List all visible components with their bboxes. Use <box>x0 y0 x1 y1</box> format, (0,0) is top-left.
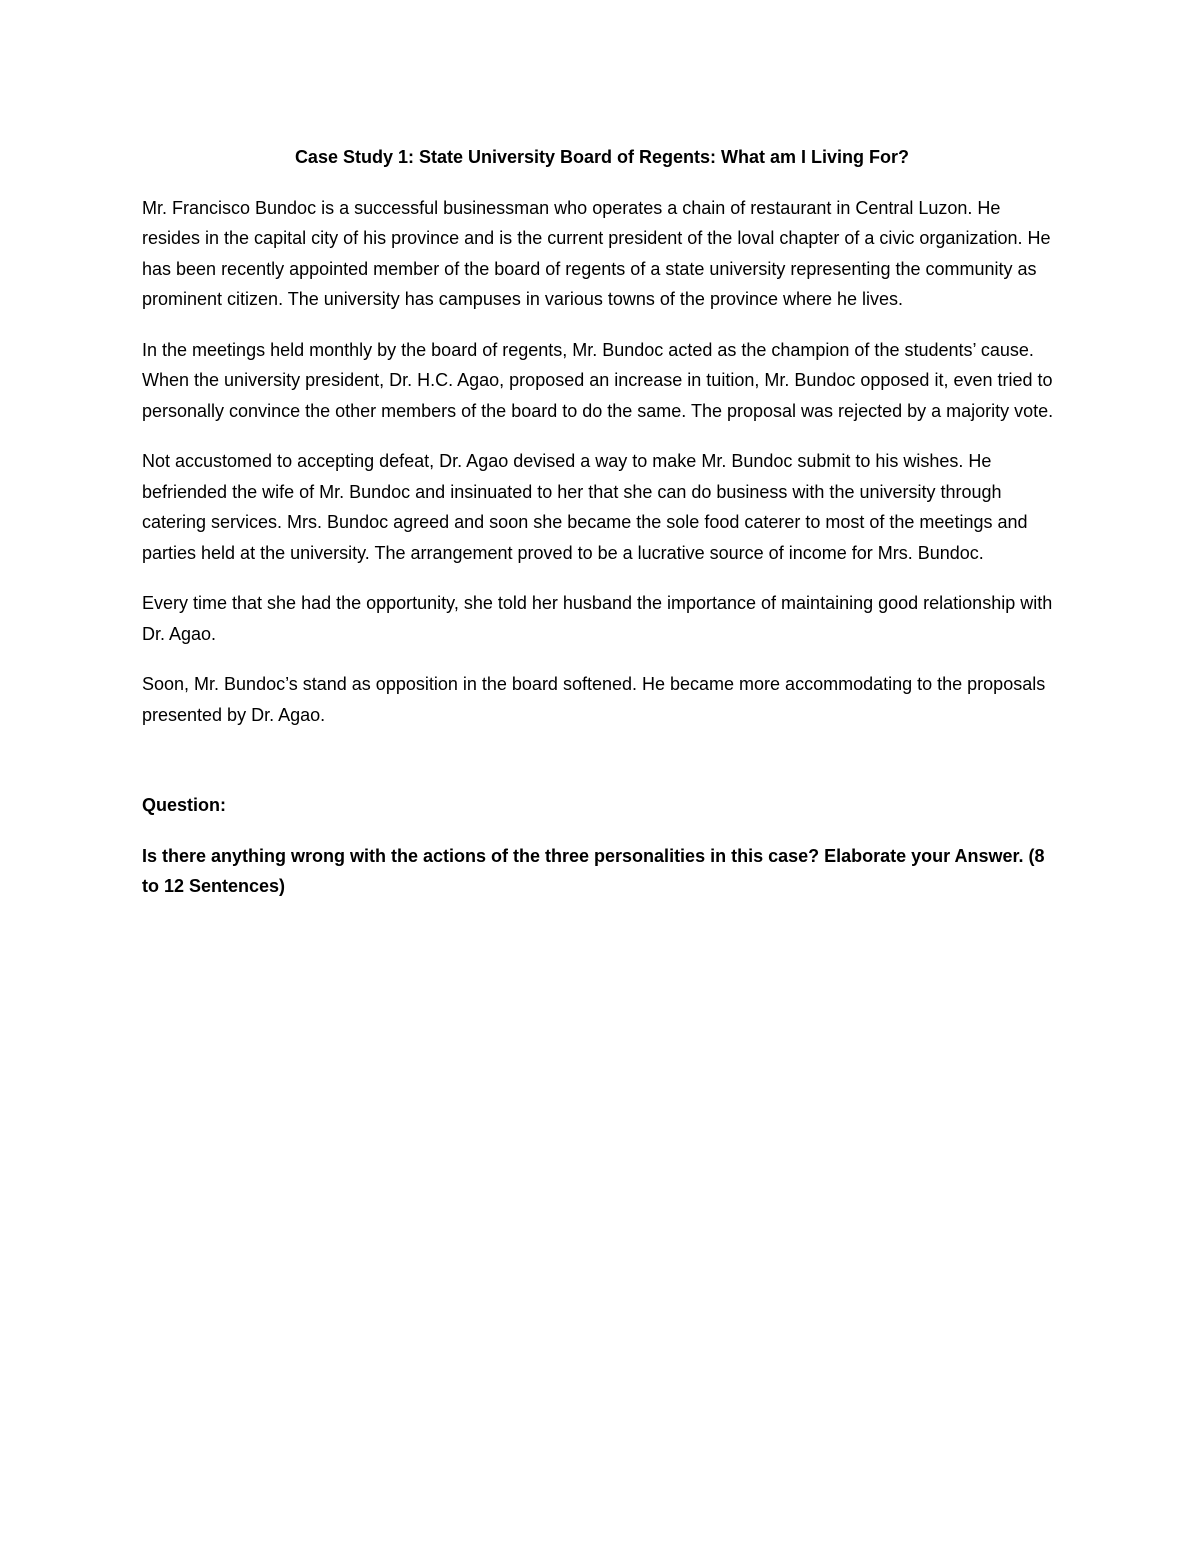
question-text: Is there anything wrong with the actions of the three personalities in this case? Elaborate your Answer. (8 to 12 Sentences) <box>142 845 1045 896</box>
document-body <box>142 142 1062 902</box>
question-label: Question: <box>142 795 226 815</box>
paragraph-board-meetings: In the meetings held monthly by the board of regents, Mr. Bundoc acted as the champion of the students’ cause. When the university president, Dr. H.C. Agao, proposed an increase in tuition, Mr. Bundoc opposed it, even tried to personally convince the other members of the board to do the same. The proposal was rejected by a majority vote. <box>142 339 1054 421</box>
paragraph-wife-influence: Every time that she had the opportunity, she told her husband the importance of maintaining good relationship with Dr. Agao. <box>142 593 1053 644</box>
paragraph-outcome: Soon, Mr. Bundoc’s stand as opposition in the board softened. He became more accommodating to the proposals presented by Dr. Agao. <box>142 674 1046 725</box>
document-title: Case Study 1: State University Board of Regents: What am I Living For? <box>294 147 910 167</box>
paragraph-catering-arrangement: Not accustomed to accepting defeat, Dr. Agao devised a way to make Mr. Bundoc submit to his wishes. He befriended the wife of Mr. Bundoc and insinuated to her that she can do business with the university through catering services. Mrs. Bundoc agreed and soon she became the sole food caterer to most of the meetings and parties held at the university. The arrangement proved to be a lucrative source of income for Mrs. Bundoc. <box>142 451 1028 563</box>
section-spacer <box>142 750 1062 790</box>
paragraph-introduction: Mr. Francisco Bundoc is a successful businessman who operates a chain of restaurant in Central Luzon. He resides in the capital city of his province and is the current president of the loval chapter of a civic organization. He has been recently appointed member of the board of regents of a state university representing the community as prominent citizen. The university has campuses in various towns of the province where he lives. <box>142 197 1051 309</box>
